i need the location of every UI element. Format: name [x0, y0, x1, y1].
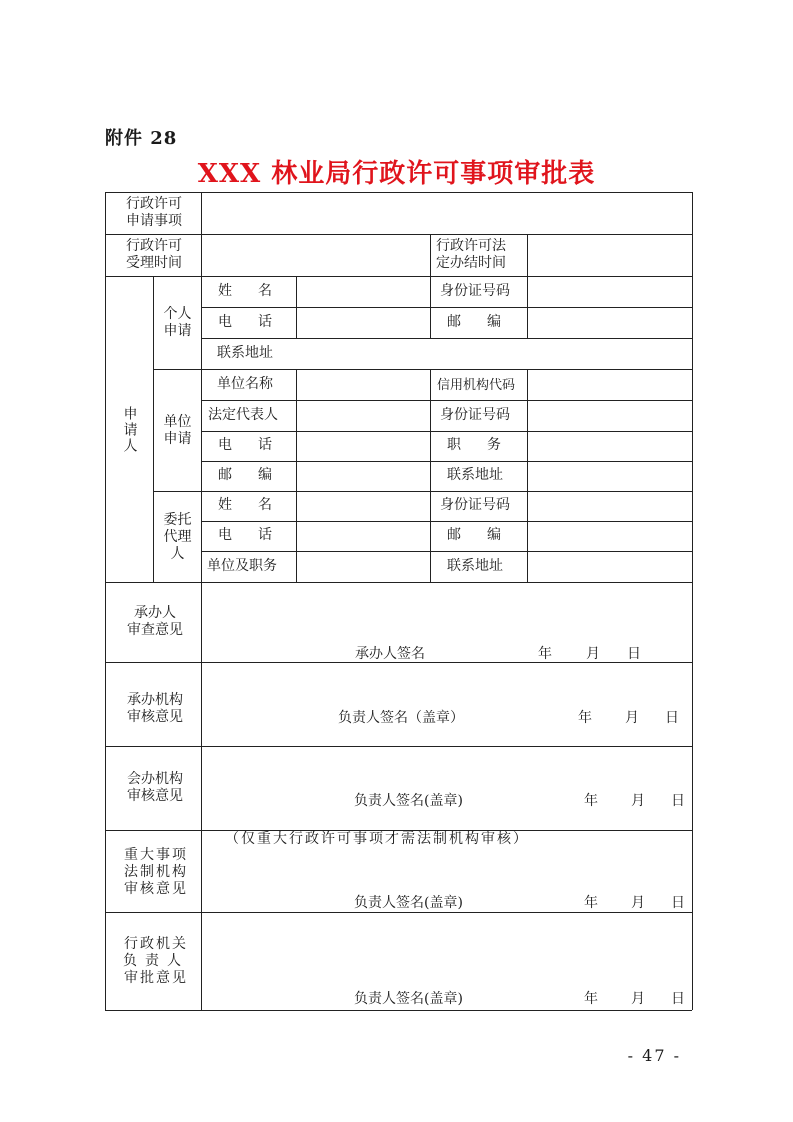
agency-month-label: 月	[625, 710, 639, 726]
individual-phone-label: 电 话	[218, 314, 278, 330]
individual-postcode-field[interactable]	[528, 308, 691, 338]
legal-opinion-field[interactable]	[202, 850, 691, 890]
agent-postcode-label: 邮 编	[447, 527, 507, 543]
deadline-field[interactable]	[528, 235, 691, 275]
individual-id-field[interactable]	[528, 277, 691, 307]
agent-address-field[interactable]	[528, 552, 691, 582]
agent-id-field[interactable]	[528, 492, 691, 521]
handler-year-label: 年	[538, 646, 552, 662]
head-year-label: 年	[584, 991, 598, 1007]
agent-name-label: 姓 名	[218, 497, 278, 513]
attachment-number: 附件 28	[105, 128, 178, 149]
head-opinion-label: 行政机关 负责人 审批意见	[123, 936, 189, 986]
form-title: XXX 林业局行政许可事项审批表	[197, 159, 596, 189]
co-agency-signature-label: 负责人签名(盖章)	[354, 793, 463, 809]
individual-address-label: 联系地址	[217, 345, 273, 361]
agent-phone-label: 电 话	[218, 527, 278, 543]
individual-id-label: 身份证号码	[440, 283, 510, 299]
individual-name-label: 姓 名	[218, 283, 278, 299]
page-number: - 47 -	[627, 1046, 681, 1065]
agent-org-position-field[interactable]	[297, 552, 429, 582]
legal-day-label: 日	[671, 895, 685, 911]
legal-opinion-label: 重大事项 法制机构 审核意见	[124, 847, 188, 897]
applicant-label: 申请人	[121, 405, 138, 454]
head-opinion-field[interactable]	[202, 913, 691, 983]
agency-day-label: 日	[665, 710, 679, 726]
legal-month-label: 月	[631, 895, 645, 911]
org-address-field[interactable]	[528, 462, 691, 491]
agency-signature-label: 负责人签名（盖章）	[338, 710, 464, 726]
handler-signature-label: 承办人签名	[355, 646, 425, 662]
legal-rep-label: 法定代表人	[208, 407, 278, 423]
individual-postcode-label: 邮 编	[447, 314, 507, 330]
handler-opinion-field[interactable]	[202, 583, 691, 645]
legal-signature-label: 负责人签名(盖章)	[354, 895, 463, 911]
org-id-field[interactable]	[528, 401, 691, 431]
deadline-label: 行政许可法 定办结时间	[436, 238, 506, 271]
agent-name-field[interactable]	[297, 492, 429, 521]
co-agency-opinion-label: 会办机构 审核意见	[127, 771, 183, 804]
org-address-label: 联系地址	[447, 467, 503, 483]
agent-id-label: 身份证号码	[440, 497, 510, 513]
item-field[interactable]	[202, 193, 691, 233]
org-name-field[interactable]	[297, 370, 429, 400]
agent-group-label: 委托代理人	[163, 511, 192, 562]
individual-phone-field[interactable]	[297, 308, 429, 338]
handler-day-label: 日	[627, 646, 641, 662]
handler-opinion-label: 承办人 审查意见	[127, 605, 183, 638]
legal-rep-field[interactable]	[297, 401, 429, 431]
individual-name-field[interactable]	[297, 277, 429, 307]
credit-code-field[interactable]	[528, 370, 691, 400]
org-position-label: 职 务	[447, 437, 507, 453]
org-phone-field[interactable]	[297, 432, 429, 461]
org-phone-label: 电 话	[218, 437, 278, 453]
agent-phone-field[interactable]	[297, 522, 429, 551]
head-month-label: 月	[631, 991, 645, 1007]
accept-time-field[interactable]	[202, 235, 429, 275]
individual-address-field[interactable]	[297, 339, 691, 369]
co-agency-year-label: 年	[584, 793, 598, 809]
agency-opinion-field[interactable]	[202, 663, 691, 708]
agency-opinion-label: 承办机构 审核意见	[127, 692, 183, 725]
individual-group-label: 个人申请	[163, 306, 192, 339]
org-postcode-label: 邮 编	[218, 467, 278, 483]
org-id-label: 身份证号码	[440, 407, 510, 423]
org-postcode-field[interactable]	[297, 462, 429, 491]
legal-year-label: 年	[584, 895, 598, 911]
agency-year-label: 年	[578, 710, 592, 726]
co-agency-opinion-field[interactable]	[202, 747, 691, 792]
organization-group-label: 单位申请	[163, 413, 192, 447]
head-signature-label: 负责人签名(盖章)	[354, 991, 463, 1007]
org-name-label: 单位名称	[217, 376, 273, 392]
agent-org-position-label: 单位及职务	[207, 558, 277, 574]
org-position-field[interactable]	[528, 432, 691, 461]
handler-month-label: 月	[586, 646, 600, 662]
item-label: 行政许可 申请事项	[126, 196, 182, 229]
co-agency-month-label: 月	[631, 793, 645, 809]
agent-address-label: 联系地址	[447, 558, 503, 574]
credit-code-label: 信用机构代码	[437, 378, 516, 393]
legal-review-note: （仅重大行政许可事项才需法制机构审核）	[225, 831, 529, 847]
accept-time-label: 行政许可 受理时间	[126, 238, 182, 271]
head-day-label: 日	[671, 991, 685, 1007]
agent-postcode-field[interactable]	[528, 522, 691, 551]
co-agency-day-label: 日	[671, 793, 685, 809]
